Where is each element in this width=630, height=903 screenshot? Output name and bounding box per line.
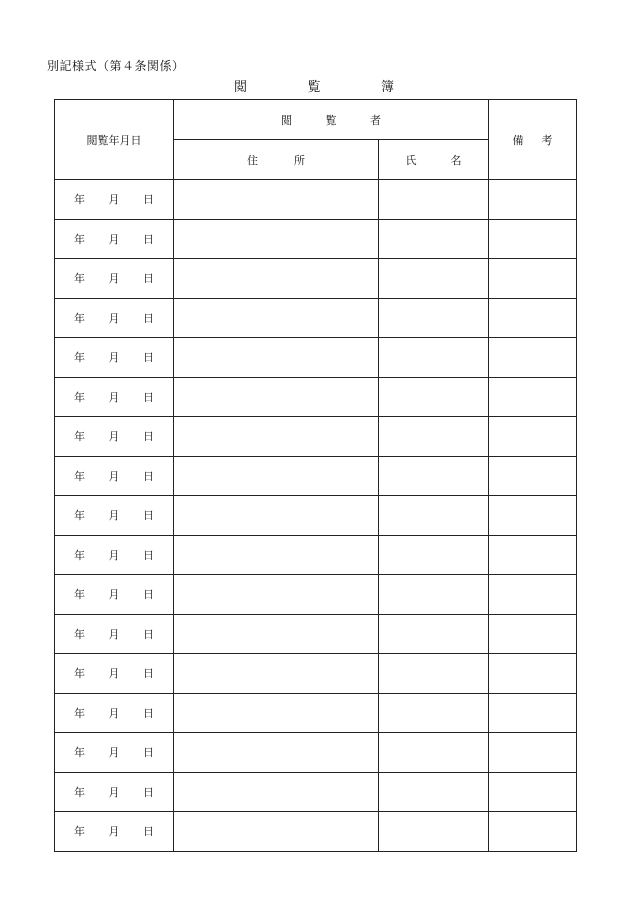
name-cell[interactable] [379,377,489,417]
date-placeholder-char: 年 [74,430,85,444]
table-row [55,180,577,220]
table-row [55,772,577,812]
address-cell[interactable] [174,535,379,575]
remarks-cell[interactable] [489,338,577,378]
date-placeholder-char: 月 [108,785,120,799]
date-placeholder-char: 年 [74,509,85,523]
date-cell[interactable] [55,614,174,654]
date-placeholder-char: 月 [108,627,120,641]
date-placeholder-char: 日 [143,785,154,799]
title-char: 簿 [380,80,394,95]
name-cell[interactable] [379,535,489,575]
date-placeholder-char: 日 [143,746,154,760]
table-row [55,575,577,615]
name-cell[interactable] [379,456,489,496]
date-placeholder-char: 年 [74,706,85,720]
name-cell[interactable] [379,614,489,654]
name-cell[interactable] [379,259,489,299]
address-cell[interactable] [174,259,379,299]
name-cell[interactable] [379,417,489,457]
table-row [55,614,577,654]
date-placeholder [74,349,154,365]
remarks-cell[interactable] [489,575,577,615]
date-placeholder-char: 年 [74,588,85,602]
header-name-char: 氏 [405,153,417,167]
date-placeholder-char: 月 [108,311,120,325]
date-placeholder-char: 日 [143,667,154,681]
title-char: 閲 [234,80,248,95]
date-cell[interactable] [55,298,174,338]
date-placeholder-char: 年 [74,311,85,325]
address-cell[interactable] [174,456,379,496]
date-placeholder-char: 年 [74,193,85,207]
date-cell[interactable] [55,733,174,773]
remarks-cell[interactable] [489,219,577,259]
remarks-cell[interactable] [489,496,577,536]
date-placeholder [74,705,154,721]
remarks-cell[interactable] [489,614,577,654]
date-placeholder [74,428,154,444]
table-row [55,417,577,457]
date-placeholder-char: 日 [143,390,154,404]
date-placeholder-char: 日 [143,706,154,720]
date-cell[interactable] [55,693,174,733]
date-placeholder [74,823,154,839]
date-placeholder [74,389,154,405]
address-cell[interactable] [174,180,379,220]
date-placeholder [74,626,154,642]
address-cell[interactable] [174,812,379,852]
date-placeholder [74,665,154,681]
date-placeholder-char: 月 [108,509,120,523]
form-label: 別記様式（第４条関係） [47,59,185,73]
date-placeholder [74,310,154,326]
date-placeholder-char: 日 [143,825,154,839]
name-cell[interactable] [379,812,489,852]
date-placeholder [74,547,154,563]
title-char: 覧 [307,80,321,95]
date-placeholder-char: 年 [74,627,85,641]
date-placeholder-char: 月 [108,588,120,602]
remarks-cell[interactable] [489,654,577,694]
name-cell[interactable] [379,298,489,338]
date-placeholder-char: 月 [108,193,120,207]
address-cell[interactable] [174,338,379,378]
address-cell[interactable] [174,417,379,457]
date-placeholder-char: 年 [74,232,85,246]
date-placeholder-char: 月 [108,272,120,286]
date-placeholder-char: 日 [143,351,154,365]
date-cell[interactable] [55,219,174,259]
header-viewer [174,100,489,140]
date-cell[interactable] [55,654,174,694]
date-placeholder-char: 月 [108,746,120,760]
date-placeholder-char: 年 [74,785,85,799]
address-cell[interactable] [174,772,379,812]
header-date: 閲覧年月日 [55,100,174,180]
table-row [55,812,577,852]
address-cell[interactable] [174,654,379,694]
name-cell[interactable] [379,575,489,615]
date-placeholder-char: 日 [143,311,154,325]
date-cell[interactable] [55,180,174,220]
table-row [55,496,577,536]
date-cell[interactable] [55,772,174,812]
date-placeholder-char: 月 [108,667,120,681]
date-placeholder-char: 日 [143,469,154,483]
date-placeholder-char: 年 [74,351,85,365]
date-placeholder-char: 月 [108,469,120,483]
date-placeholder-char: 年 [74,548,85,562]
register-table [54,99,577,852]
address-cell[interactable] [174,377,379,417]
table-row [55,733,577,773]
table-row [55,456,577,496]
table-row [55,654,577,694]
date-placeholder-char: 日 [143,509,154,523]
table-row [55,693,577,733]
address-cell[interactable] [174,575,379,615]
name-cell[interactable] [379,219,489,259]
form-title [234,76,394,95]
table-row [55,259,577,299]
date-placeholder-char: 年 [74,390,85,404]
header-viewer-char: 者 [370,113,381,127]
remarks-cell[interactable] [489,298,577,338]
header-viewer-char: 覧 [325,113,337,127]
date-placeholder-char: 年 [74,825,85,839]
remarks-cell[interactable] [489,772,577,812]
date-cell[interactable] [55,812,174,852]
date-placeholder-char: 年 [74,469,85,483]
date-placeholder-char: 月 [108,825,120,839]
table-row [55,377,577,417]
date-placeholder-char: 月 [108,390,120,404]
date-cell[interactable] [55,377,174,417]
date-placeholder [74,586,154,602]
date-cell[interactable] [55,535,174,575]
header-address-char: 住 [247,153,258,167]
date-placeholder-char: 年 [74,272,85,286]
header-address [174,140,379,180]
address-cell[interactable] [174,693,379,733]
date-cell[interactable] [55,417,174,457]
date-placeholder [74,744,154,760]
date-placeholder-char: 月 [108,351,120,365]
name-cell[interactable] [379,180,489,220]
header-remarks-char: 備 [512,133,524,147]
header-address-char: 所 [294,153,305,167]
date-placeholder-char: 年 [74,667,85,681]
date-placeholder-char: 月 [108,232,120,246]
date-cell[interactable] [55,456,174,496]
remarks-cell[interactable] [489,180,577,220]
date-placeholder-char: 日 [143,588,154,602]
date-placeholder-char: 年 [74,746,85,760]
date-placeholder-char: 日 [143,193,154,207]
address-cell[interactable] [174,733,379,773]
name-cell[interactable] [379,772,489,812]
date-placeholder-char: 日 [143,548,154,562]
header-viewer-char: 閲 [281,113,292,127]
date-placeholder [74,270,154,286]
date-cell[interactable] [55,338,174,378]
header-name-char: 名 [450,153,462,167]
name-cell[interactable] [379,693,489,733]
remarks-cell[interactable] [489,377,577,417]
date-placeholder [74,784,154,800]
date-placeholder-char: 日 [143,627,154,641]
address-cell[interactable] [174,496,379,536]
remarks-cell[interactable] [489,259,577,299]
date-placeholder-char: 日 [143,430,154,444]
date-placeholder-char: 月 [108,706,120,720]
date-placeholder-char: 日 [143,272,154,286]
address-cell[interactable] [174,614,379,654]
name-cell[interactable] [379,733,489,773]
address-cell[interactable] [174,298,379,338]
table-row [55,298,577,338]
date-placeholder [74,231,154,247]
date-cell[interactable] [55,259,174,299]
table-row [55,219,577,259]
table-row [55,535,577,575]
remarks-cell[interactable] [489,456,577,496]
address-cell[interactable] [174,219,379,259]
remarks-cell[interactable] [489,417,577,457]
remarks-cell[interactable] [489,812,577,852]
date-placeholder-char: 月 [108,430,120,444]
remarks-cell[interactable] [489,535,577,575]
date-cell[interactable] [55,496,174,536]
table-row [55,338,577,378]
date-cell[interactable] [55,575,174,615]
header-remarks-char: 考 [541,133,553,147]
remarks-cell[interactable] [489,733,577,773]
header-name [379,140,489,180]
date-placeholder-char: 月 [108,548,120,562]
name-cell[interactable] [379,654,489,694]
date-placeholder [74,507,154,523]
date-placeholder-char: 日 [143,232,154,246]
remarks-cell[interactable] [489,693,577,733]
header-remarks [489,100,577,180]
name-cell[interactable] [379,338,489,378]
date-placeholder [74,191,154,207]
date-placeholder [74,468,154,484]
name-cell[interactable] [379,496,489,536]
